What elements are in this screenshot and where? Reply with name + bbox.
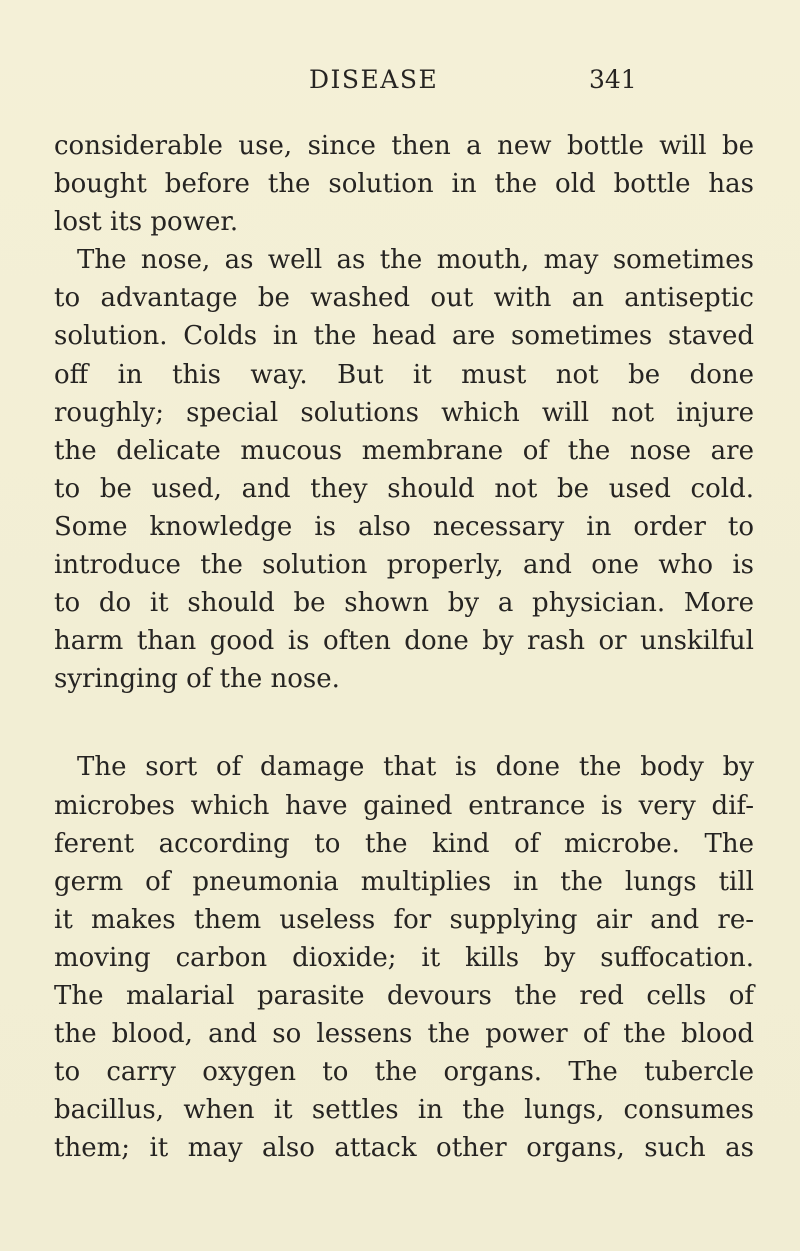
text-line: moving carbon dioxide; it kills by suffocation. xyxy=(54,942,754,973)
text-line: to carry oxygen to the organs. The tubercle xyxy=(54,1057,754,1088)
text-line: germ of pneumonia multiplies in the lungs till xyxy=(54,866,754,897)
text-line: the delicate mucous membrane of the nose are xyxy=(54,435,754,466)
text-line: considerable use, since then a new bottle will be xyxy=(54,131,754,161)
text-line: bought before the solution in the old bottle has xyxy=(54,169,754,200)
text-line: Some knowledge is also necessary in order to xyxy=(54,511,754,542)
paragraph-2 xyxy=(54,241,754,698)
running-title: DISEASE xyxy=(309,65,439,94)
text-line: roughly; special solutions which will not injure xyxy=(54,397,754,428)
text-line: to do it should be shown by a physician. More xyxy=(54,588,754,619)
text-line: off in this way. But it must not be done xyxy=(54,359,754,390)
text-line: introduce the solution properly, and one who is xyxy=(54,550,754,581)
page-number: 341 xyxy=(589,65,637,94)
body-text xyxy=(54,127,754,1167)
running-head xyxy=(0,60,800,100)
text-line: to advantage be washed out with an antiseptic xyxy=(54,283,754,314)
text-line: it makes them useless for supplying air and re- xyxy=(54,904,754,935)
paragraph-1 xyxy=(54,127,754,241)
text-line: harm than good is often done by rash or unskilful xyxy=(54,626,754,657)
text-line: the blood, and so lessens the power of the blood xyxy=(54,1019,754,1050)
text-line: syringing of the nose. xyxy=(54,664,340,695)
text-line: ferent according to the kind of microbe. The xyxy=(54,828,754,859)
text-line: microbes which have gained entrance is very dif- xyxy=(54,790,754,821)
paragraph-3 xyxy=(54,748,754,1167)
section-gap xyxy=(54,698,754,748)
text-line: lost its power. xyxy=(54,207,239,238)
text-line: solution. Colds in the head are sometimes staved xyxy=(54,321,754,352)
text-line: The nose, as well as the mouth, may sometimes xyxy=(77,245,754,276)
text-line: The sort of damage that is done the body by xyxy=(77,752,754,783)
text-line: The malarial parasite devours the red cells of xyxy=(54,980,754,1011)
text-line: to be used, and they should not be used cold. xyxy=(54,473,754,504)
text-line: bacillus, when it settles in the lungs, consumes xyxy=(54,1095,754,1126)
text-line: them; it may also attack other organs, such as xyxy=(54,1133,754,1164)
